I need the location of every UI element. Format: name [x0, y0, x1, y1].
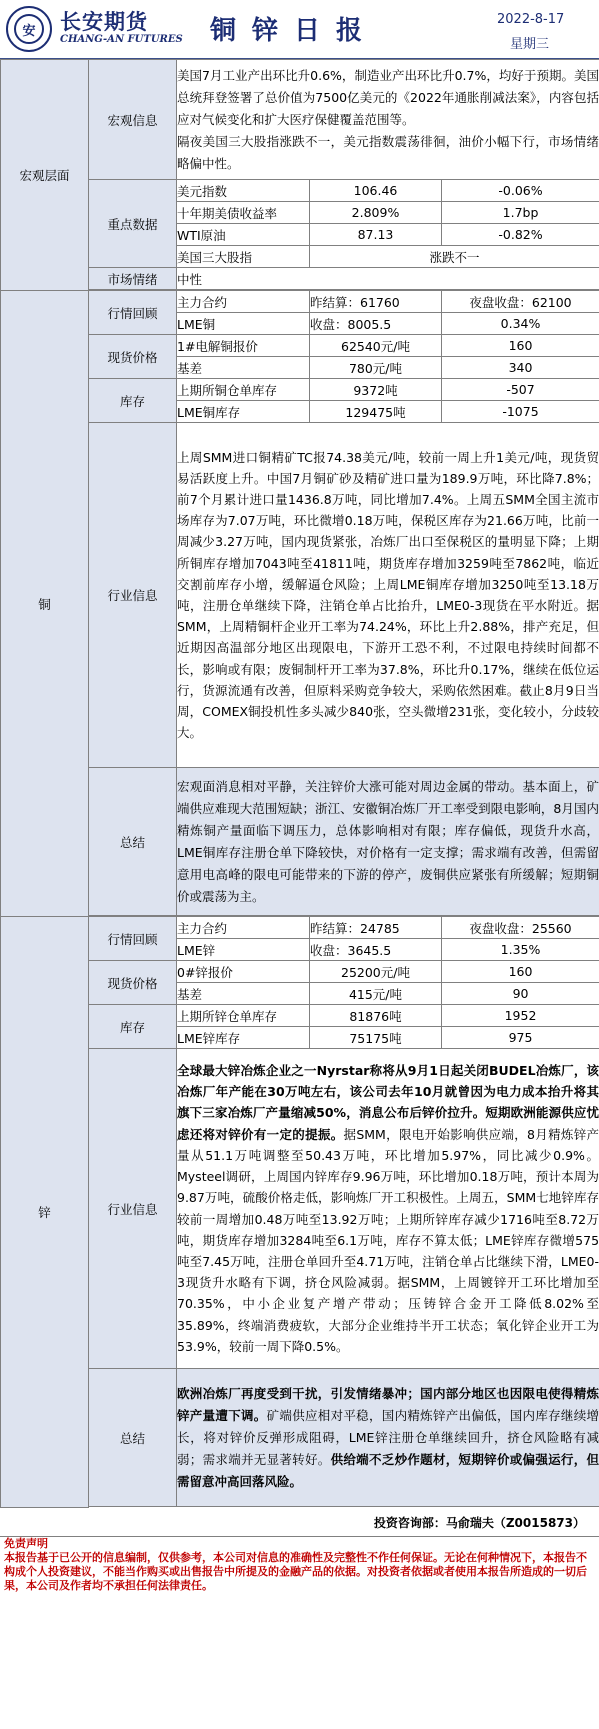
macro-info-paragraph-2: 隔夜美国三大股指涨跌不一，美元指数震荡徘徊，油价小幅下行，市场情绪略偏中性。	[177, 133, 599, 171]
table-cell: 1952	[442, 1005, 599, 1027]
macro-info-text	[177, 60, 599, 180]
table-cell: 9372吨	[310, 379, 442, 401]
table-cell: LME铜	[177, 313, 310, 335]
report-header	[0, 0, 599, 59]
macro-key-data-label: 重点数据	[89, 180, 177, 268]
table-cell: 夜盘收盘：25560	[442, 917, 599, 939]
table-cell: 主力合约	[177, 917, 310, 939]
copper-stock-label: 库存	[89, 379, 177, 423]
table-cell: 1.35%	[442, 939, 599, 961]
key-data-change: -0.82%	[442, 224, 599, 246]
zinc-market-label: 行情回顾	[89, 917, 177, 961]
table-cell: 90	[442, 983, 599, 1005]
zinc-section-label: 锌	[1, 917, 89, 1508]
copper-industry-text: 上周SMM进口铜精矿TC报74.38美元/吨，较前一周上升1美元/吨，现货贸易活跃度上升。中国7月铜矿砂及精矿进口量为189.9万吨，环比降7.8%；前7个月累计进口量1436.8万吨，同比增加7.4%。上周五SMM全国主流市场库存为7.07万吨，环比微增0.18万吨，保税区库存为21.66万吨，比前一周减少3.27万吨，国内现货紧张，冶炼厂出口至保税区的量明显下降；上期所铜库存增加7043吨至41811吨，期货库存增加3259吨至7862吨，临近交割前库存小增，缓解逼仓风险；上周LME铜库存增加3250吨至13.18万吨，注册仓单继续下降，注销仓单占比抬升，LME0-3现货在平水附近。据SMM，上周精铜杆企业开工率为74.24%，环比上升2.88%，排产充足，但近期因高温部分地区出现限电，下游开工恐不利，不过限电持续时间都不长，影响或有限；废铜制杆开工率为37.8%，环比升0.17%，继续在低位运行，货源流通有改善，但原料采购竞争较大，采购依然困难。截止8月9日当周，COMEX铜投机性多头减少840张，空头微增231张，变化较小，分歧较大。	[177, 423, 599, 768]
zinc-stock-label: 库存	[89, 1005, 177, 1049]
table-cell: 上期所铜仓单库存	[177, 379, 310, 401]
zinc-summary-label: 总结	[89, 1369, 177, 1507]
author-line: 投资咨询部：马俞瑞夫（Z0015873）	[373, 1515, 585, 1530]
key-data-name: WTI原油	[177, 224, 310, 246]
report-title: 铜锌日报	[210, 16, 379, 46]
table-cell: 129475吨	[310, 401, 442, 423]
table-cell: 340	[442, 357, 599, 379]
table-cell: LME锌	[177, 939, 310, 961]
market-sentiment-label: 市场情绪	[89, 268, 177, 290]
table-cell: 夜盘收盘：62100	[442, 291, 599, 313]
table-cell: 415元/吨	[310, 983, 442, 1005]
macro-section-label: 宏观层面	[1, 60, 89, 291]
table-cell: 基差	[177, 983, 310, 1005]
table-cell: 0#锌报价	[177, 961, 310, 983]
report-date: 2022-8-17	[497, 12, 565, 27]
brand-name-en: CHANG-AN FUTURES	[60, 34, 183, 45]
table-cell: 收盘：3645.5	[310, 939, 442, 961]
table-cell: 75175吨	[310, 1027, 442, 1049]
zinc-summary-highlight-2: 供给端不乏炒作题材，短期锌价或偏强运行，但需留意冲高回落风险。	[177, 1451, 599, 1489]
disclaimer-text: 本报告基于已公开的信息编制，仅供参考，本公司对信息的准确性及完整性不作任何保证。无论在何种情况下，本报告不构成个人投资建议，不能当作购买或出售报告中所提及的金融产品的依据。对投资者依据或者使用本报告所造成的一切后果，本公司及作者均不承担任何法律责任。	[4, 1550, 587, 1593]
copper-market-label: 行情回顾	[89, 291, 177, 335]
table-cell: 主力合约	[177, 291, 310, 313]
table-cell: 上期所锌仓单库存	[177, 1005, 310, 1027]
report-weekday: 星期三	[510, 37, 550, 52]
copper-spot-label: 现货价格	[89, 335, 177, 379]
market-sentiment-value: 中性	[177, 268, 599, 290]
table-cell: 0.34%	[442, 313, 599, 335]
key-data-value: 涨跌不一	[310, 246, 599, 268]
copper-industry-label: 行业信息	[89, 423, 177, 768]
zinc-summary-highlight-1: 欧洲冶炼厂再度受到干扰，引发情绪暴冲；国内部分地区也因限电使得精炼锌产量遭下调。	[177, 1385, 599, 1423]
key-data-value: 87.13	[310, 224, 442, 246]
copper-summary-text: 宏观面消息相对平静，关注锌价大涨可能对周边金属的带动。基本面上，矿端供应难现大范围短缺；浙江、安徽铜冶炼厂开工率受到限电影响，8月国内精炼铜产量面临下调压力，总体影响相对有限；库存偏低，现货升水高，LME铜库存注册仓单下降较快，对价格有一定支撑；需求端有改善，但需留意用电高峰的限电可能带来的下游的停产，废铜供应紧张有所缓解；短期铜价或震荡为主。	[177, 768, 599, 916]
key-data-name: 美元指数	[177, 180, 310, 202]
company-logo	[6, 6, 52, 52]
zinc-industry-text	[177, 1049, 599, 1369]
table-cell: LME铜库存	[177, 401, 310, 423]
zinc-industry-body: 据SMM，限电开始影响供应端，8月精炼锌产量从51.1万吨调整至50.43万吨，环比增加5.97%，同比减少0.9%。Mysteel调研，上周国内锌库存9.96万吨，环比增加0.18万吨，预计本周为9.87万吨，硫酸价格走低，影响炼厂开工积极性。上周五，SMM七地锌库存较前一周增加0.48万吨至13.92万吨；上期所锌库存减少1716吨至8.72万吨，期货库存增加3284吨至6.1万吨，库存不算太低；LME锌库存微增575吨至7.45万吨，注册仓单回升至4.71万吨，注销仓单占比继续下滑，LME0-3现货升水略有下调，挤仓风险减弱。据SMM，上周镀锌开工环比增加至70.35%，中小企业复产增产带动；压铸锌合金开工降低8.02%至35.89%，终端消费疲软，大部分企业维持半开工状态；氧化锌企业开工为53.9%，较前一周下降0.5%。	[177, 1126, 599, 1354]
zinc-spot-label: 现货价格	[89, 961, 177, 1005]
macro-info-label: 宏观信息	[89, 60, 177, 180]
table-cell: 780元/吨	[310, 357, 442, 379]
zinc-summary-body: 矿端供应相对平稳，国内精炼锌产出偏低，国内库存继续增长，将对锌价反弹形成阻碍，LME锌注册仓单继续回升，挤仓风险略有减弱；需求端并无显著转好。	[177, 1407, 599, 1467]
table-cell: 基差	[177, 357, 310, 379]
logo-emblem-icon: 安	[14, 14, 44, 44]
table-cell: 昨结算：61760	[310, 291, 442, 313]
key-data-change: -0.06%	[442, 180, 599, 202]
key-data-name: 美国三大股指	[177, 246, 310, 268]
macro-info-paragraph-1: 美国7月工业产出环比升0.6%，制造业产出环比升0.7%，均好于预期。美国总统拜登签署了总价值为7500亿美元的《2022年通胀削减法案》，内容包括应对气候变化和扩大医疗保健覆盖范围等。	[177, 67, 599, 127]
table-cell: 975	[442, 1027, 599, 1049]
table-cell: 160	[442, 335, 599, 357]
zinc-industry-highlight: 全球最大锌冶炼企业之一Nyrstar称将从9月1日起关闭BUDEL冶炼厂，该冶炼厂年产能在30万吨左右，该公司去年10月就曾因为电力成本抬升将其旗下三家冶炼厂产量缩减50%，消息公布后锌价拉升。短期欧洲能源供应忧虑还将对锌价有一定的提振。	[177, 1063, 599, 1142]
table-cell: LME锌库存	[177, 1027, 310, 1049]
zinc-summary-text	[177, 1369, 599, 1507]
key-data-value: 2.809%	[310, 202, 442, 224]
disclaimer	[0, 1536, 599, 1594]
table-cell: 收盘：8005.5	[310, 313, 442, 335]
table-cell: 昨结算：24785	[310, 917, 442, 939]
table-cell: -1075	[442, 401, 599, 423]
copper-summary-label: 总结	[89, 768, 177, 916]
key-data-name: 十年期美债收益率	[177, 202, 310, 224]
zinc-industry-label: 行业信息	[89, 1049, 177, 1369]
table-cell: 1#电解铜报价	[177, 335, 310, 357]
table-cell: -507	[442, 379, 599, 401]
key-data-change: 1.7bp	[442, 202, 599, 224]
report-table	[0, 59, 599, 1508]
table-cell: 81876吨	[310, 1005, 442, 1027]
table-cell: 160	[442, 961, 599, 983]
disclaimer-title: 免责声明	[4, 1536, 48, 1550]
table-cell: 25200元/吨	[310, 961, 442, 983]
key-data-value: 106.46	[310, 180, 442, 202]
brand-name-cn: 长安期货	[60, 10, 148, 34]
table-cell: 62540元/吨	[310, 335, 442, 357]
copper-section-label: 铜	[1, 291, 89, 917]
